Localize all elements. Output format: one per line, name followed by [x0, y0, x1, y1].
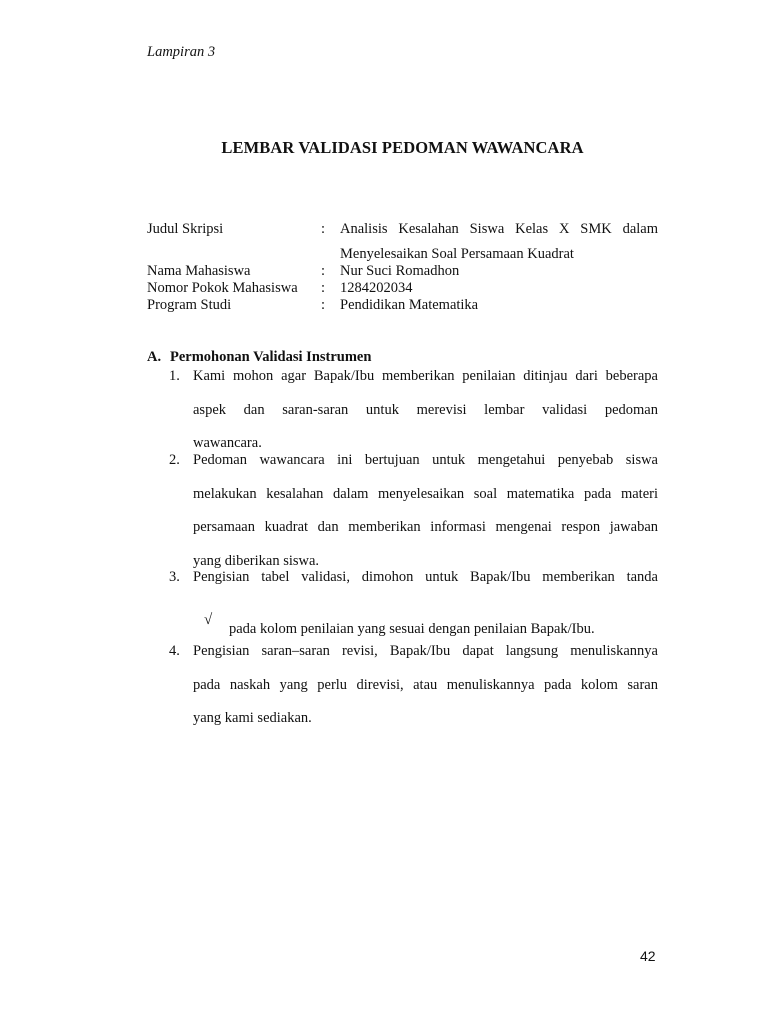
check-mark-icon: √ — [204, 612, 213, 628]
study-program-value: Pendidikan Matematika — [340, 297, 479, 313]
list-item-line: yang diberikan siswa. — [193, 553, 320, 569]
colon: : — [321, 263, 326, 279]
page-title: LEMBAR VALIDASI PEDOMAN WAWANCARA — [221, 138, 584, 157]
list-item-line: Pengisian saran–saran revisi, Bapak/Ibu dapat langsung menuliskannya — [193, 643, 658, 659]
list-item-line: yang kami sediakan. — [193, 710, 312, 726]
list-item-number: 4. — [169, 643, 180, 659]
thesis-title-label: Judul Skripsi — [147, 221, 224, 237]
list-item-line: Kami mohon agar Bapak/Ibu memberikan penilaian ditinjau dari beberapa — [193, 368, 658, 384]
thesis-title-line-2: Menyelesaikan Soal Persamaan Kuadrat — [340, 246, 574, 262]
section-title: Permohonan Validasi Instrumen — [170, 349, 372, 365]
list-item-number: 1. — [169, 368, 180, 384]
thesis-title-line-1: Analisis Kesalahan Siswa Kelas X SMK dalam — [340, 221, 658, 237]
list-item-line: wawancara. — [193, 435, 262, 451]
list-item-line: pada naskah yang perlu direvisi, atau menuliskannya pada kolom saran — [193, 677, 658, 693]
section-letter: A. — [147, 349, 162, 365]
list-item-number: 3. — [169, 569, 180, 585]
colon: : — [321, 297, 326, 313]
colon: : — [321, 280, 326, 296]
section-heading — [147, 349, 371, 366]
student-number-value: 1284202034 — [340, 280, 413, 296]
list-item-line: aspek dan saran-saran untuk merevisi lembar validasi pedoman — [193, 402, 658, 418]
student-name-value: Nur Suci Romadhon — [340, 263, 460, 279]
colon: : — [321, 221, 326, 237]
list-item-line: melakukan kesalahan dalam menyelesaikan soal matematika pada materi — [193, 486, 658, 502]
list-item-line: Pedoman wawancara ini bertujuan untuk mengetahui penyebab siswa — [193, 452, 658, 468]
student-name-label: Nama Mahasiswa — [147, 263, 251, 279]
list-item-line: persamaan kuadrat dan memberikan informasi mengenai respon jawaban — [193, 519, 658, 535]
list-item-line: pada kolom penilaian yang sesuai dengan penilaian Bapak/Ibu. — [229, 621, 595, 637]
page-number: 42 — [640, 948, 656, 964]
list-item-line: Pengisian tabel validasi, dimohon untuk Bapak/Ibu memberikan tanda — [193, 569, 658, 585]
attachment-label: Lampiran 3 — [147, 44, 216, 60]
list-item-number: 2. — [169, 452, 180, 468]
student-number-label: Nomor Pokok Mahasiswa — [147, 280, 298, 296]
study-program-label: Program Studi — [147, 297, 232, 313]
